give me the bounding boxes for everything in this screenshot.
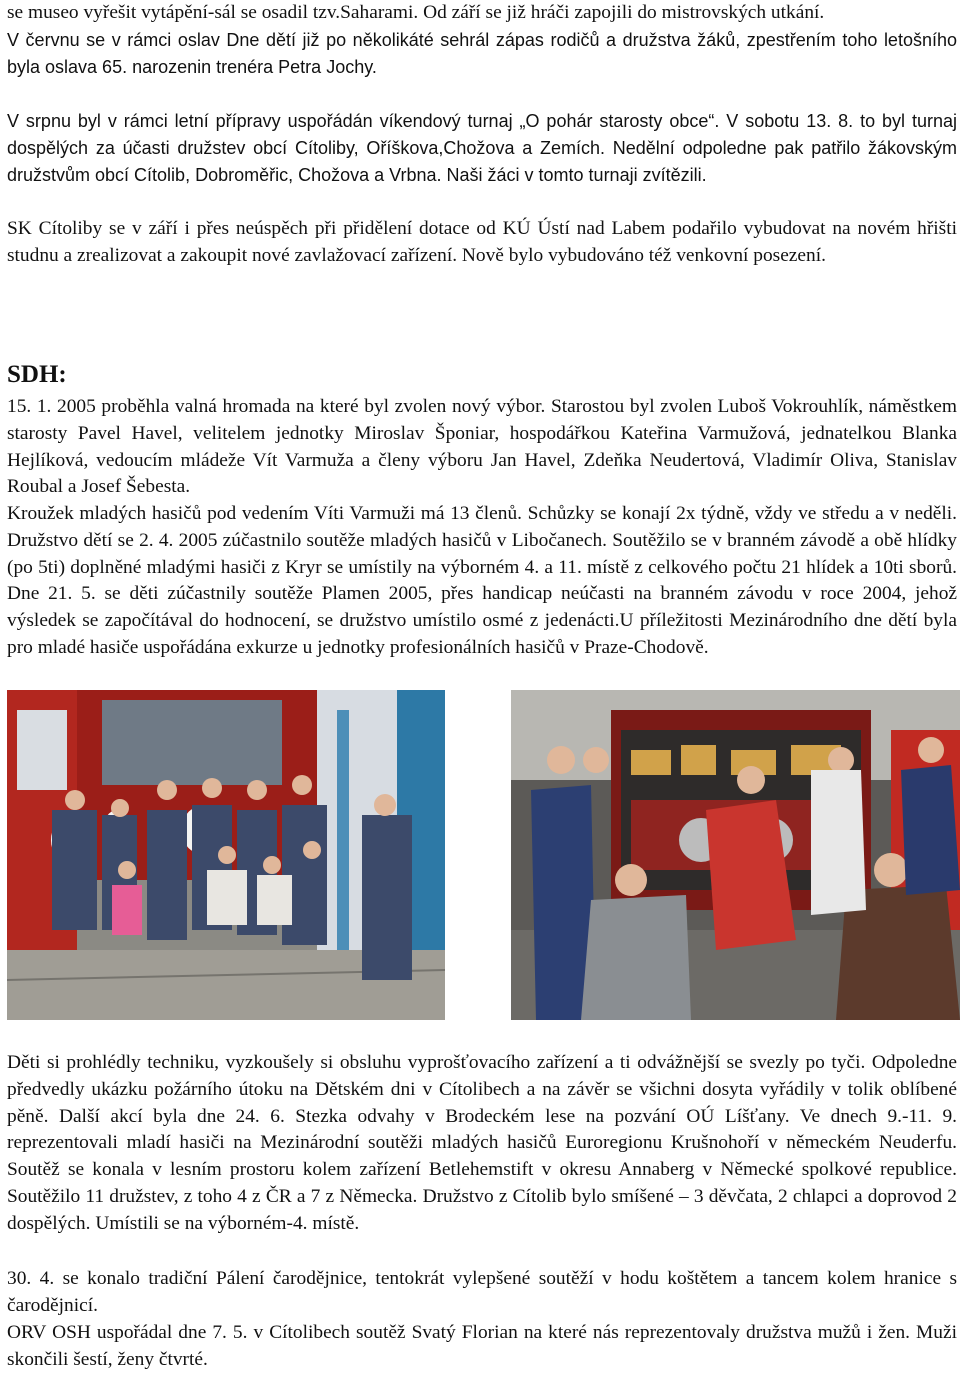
section-heading-sdh: SDH: bbox=[7, 361, 67, 388]
paragraph-general-meeting: 15. 1. 2005 proběhla valná hromada na které byl zvolen nový výbor. Starostou byl zvolen Luboš Vokrouhlík, náměstkem starosty Pavel Havel, velitelem jednotky Miroslav Šponiar, hospodářkou Kateřina Varmužová, jednatelkou Blanka Hejlíková, vedoucím mládeže Vít Varmuža a členy výboru Jan Havel, Zdeňka Neudertová, Vladimír Oliva, Stanislav Roubal a Josef Šebesta. bbox=[7, 396, 957, 498]
paragraph-heating: se museo vyřešit vytápění-sál se osadil tzv.Saharami. Od září se již hráči zapojili do mistrovských utkání. bbox=[7, 2, 825, 23]
paragraph-childrens-day-match: V červnu se v rámci oslav Dne dětí již po několikáté sehrál zápas rodičů a družstva žáků, zpestřením toho letošního byla oslava 65. narozenin trenéra Petra Jochy. bbox=[7, 30, 957, 77]
paragraph-excursion-events: Děti si prohlédly techniku, vyzkoušely si obsluhu vyprošťovacího zařízení a ti odvážnější se svezly po tyči. Odpoledne předvedly ukázku požárního útoku na Dětském dni v Cítolibech a na závěr se všichni dosyta vyřádily v tolik oblíbené pěně. Další akcí byla dne 24. 6. Stezka odvahy v Brodeckém lese na pozvání OÚ Líšťany. Ve dnech 9.-11. 9. reprezentovali mladí hasiči na Mezinárodní soutěži mladých hasičů Euroregionu Krušnohoří v německém Neuderfu. Soutěž se konala v lesním prostoru kolem zařízení Betlehemstift v okresu Annaberg v Německé spolkové republice. Soutěžilo 11 družstev, z toho 4 z ČR a 7 z Německa. Družstvo z Cítolib bylo smíšené – 3 děvčata, 2 chlapci a doprovod 2 dospělých. Umístili se na výborném-4. místě. bbox=[7, 1052, 957, 1234]
photo-group-children-fire-station bbox=[7, 690, 445, 1020]
paragraph-young-firefighters: Kroužek mladých hasičů pod vedením Víti Varmuži má 13 členů. Schůzky se konají 2x týdně, vždy ve středu a v neděli. Družstvo dětí se 2. 4. 2005 zúčastnilo soutěže mladých hasičů v Libočanech. Soutěžilo se v branném závodě a obě hlídky (po 5ti) doplněné mladými hasiči z Kryr se umístily na výborném 4. a 11. místě z celkového počtu 21 hlídek a 10ti sborů. Dne 21. 5. se děti zúčastnily soutěže Plamen 2005, přes handicap neúčasti na branném závodu v roce 2004, jehož výsledek se započítával do hodnocení, se družstvo umístilo osmé z jedenácti.U příležitosti Mezinárodního dne dětí byla pro mladé hasiče uspořádána exkurze u jednotky profesionálních hasičů v Praze-Chodově. bbox=[7, 503, 957, 658]
paragraph-sk-well: SK Cítoliby se v září i přes neúspěch při přidělení dotace od KÚ Ústí nad Labem podařilo vybudovat na novém hřišti studnu a zrealizovat a zakoupit nové zavlažovací zařízení. Nově bylo vybudováno též venkovní posezení. bbox=[7, 218, 957, 266]
paragraph-witch-burning: 30. 4. se konalo tradiční Pálení čarodějnice, tentokrát vylepšené soutěží v hodu koštětem a tancem kolem hranice s čarodějnicí. bbox=[7, 1268, 957, 1316]
photo-children-inspecting-truck bbox=[511, 690, 960, 1020]
paragraph-svaty-florian: ORV OSH uspořádal dne 7. 5. v Cítolibech soutěž Svatý Florian na které nás reprezentovaly družstva mužů i žen. Muži skončili šestí, ženy čtvrté. bbox=[7, 1322, 957, 1370]
paragraph-tournament: V srpnu byl v rámci letní přípravy uspořádán víkendový turnaj „O pohár starosty obce“. V sobotu 13. 8. to byl turnaj dospělých za účasti družstev obcí Cítoliby, Oříškova,Chožova a Zemích. Nedělní odpoledne pak patřilo žákovským družstvům obcí Cítolib, Dobroměřic, Chožova a Vrbna. Naši žáci v tomto turnaji zvítězili. bbox=[7, 111, 957, 185]
